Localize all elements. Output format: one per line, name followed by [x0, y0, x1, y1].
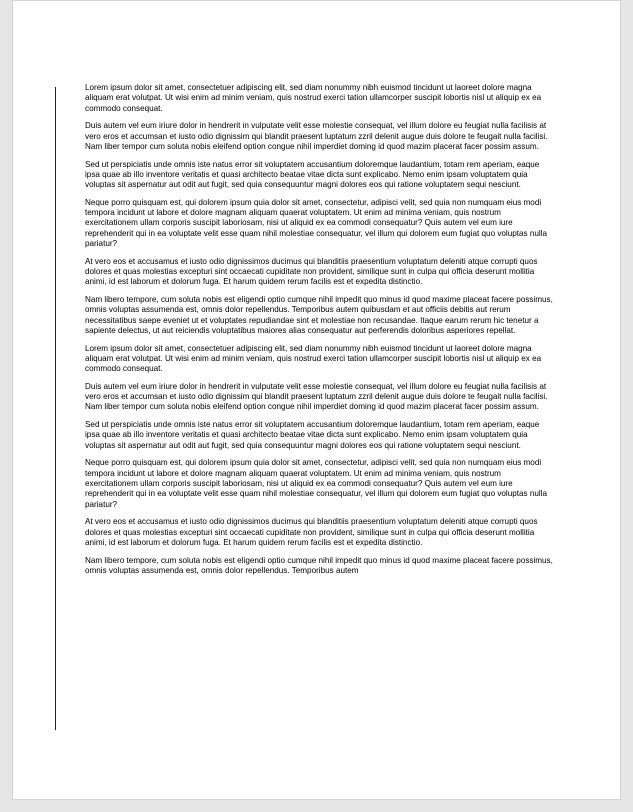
paragraph: Duis autem vel eum iriure dolor in hendrerit in vulputate velit esse molestie consequat, vel illum dolore eu feugiat nulla facilisis at vero eros et accumsan et iusto odio dignissim qui blandit praesent luptatum zzril delenit augue duis dolore te feugait nulla facilisi. Nam liber tempor cum soluta nobis eleifend option congue nihil imperdiet doming id quod mazim placerat facer possim assum.: [85, 121, 548, 151]
paragraph: Lorem ipsum dolor sit amet, consectetuer adipiscing elit, sed diam nonummy nibh euismod tincidunt ut laoreet dolore magna aliquam erat volutpat. Ut wisi enim ad minim veniam, quis nostrud exerci tation ullamcorper suscipit lobortis nisl ut aliquip ex ea commodo consequat.: [85, 83, 542, 113]
paragraph: Lorem ipsum dolor sit amet, consectetuer adipiscing elit, sed diam nonummy nibh euismod tincidunt ut laoreet dolore magna aliquam erat volutpat. Ut wisi enim ad minim veniam, quis nostrud exerci tation ullamcorper suscipit lobortis nisl ut aliquip ex ea commodo consequat.: [85, 343, 542, 374]
paragraph: At vero eos et accusamus et iusto odio dignissimos ducimus qui blanditiis praesentium voluptatum deleniti atque corrupti quos dolores et quas molestias excepturi sint occaecati cupiditate non provident, similique sunt in culpa qui officia deserunt mollitia animi, id est laborum et dolorum fuga. Et harum quidem rerum facilis est et expedita distinctio.: [85, 517, 538, 547]
paragraph: Duis autem vel eum iriure dolor in hendrerit in vulputate velit esse molestie consequat, vel illum dolore eu feugiat nulla facilisis at vero eros et accumsan et iusto odio dignissim qui blandit praesent luptatum zzril delenit augue duis dolore te feugait nulla facilisi. Nam liber tempor cum soluta nobis eleifend option congue nihil imperdiet doming id quod mazim placerat facer possim assum.: [85, 381, 548, 412]
paragraph: Nam libero tempore, cum soluta nobis est eligendi optio cumque nihil impedit quo minus id quod maxime placeat facere possimus, omnis voluptas assumenda est, omnis dolor repellendus. Temporibus autem: [85, 555, 553, 575]
paragraph: Nam libero tempore, cum soluta nobis est eligendi optio cumque nihil impedit quo minus id quod maxime placeat facere possimus, omnis voluptas assumenda est, omnis dolor repellendus. Temporibus autem quibusdam et aut officiis debitis aut rerum necessitatibus saepe eveniet ut et voluptates repudiandae sint et molestiae non recusandae. Itaque earum rerum hic tenetur a sapiente delectus, ut aut reiciendis voluptatibus maiores alias consequatur aut perferendis doloribus asperiores repellat.: [85, 295, 553, 335]
paragraph: Neque porro quisquam est, qui dolorem ipsum quia dolor sit amet, consectetur, adipisci velit, sed quia non numquam eius modi tempora incidunt ut labore et dolore magnam aliquam quaerat voluptatem. Ut enim ad minima veniam, quis nostrum exercitationem ullam corporis suscipit laboriosam, nisi ut aliquid ex ea commodi consequatur? Quis autem vel eum iure reprehenderit qui in ea voluptate velit esse quam nihil molestiae consequatur, vel illum qui dolorem eum fugiat quo voluptas nulla pariatur?: [85, 458, 548, 509]
document-body[interactable]: [85, 83, 555, 584]
document-page: [12, 0, 621, 800]
paragraph: Sed ut perspiciatis unde omnis iste natus error sit voluptatem accusantium doloremque laudantium, totam rem aperiam, eaque ipsa quae ab illo inventore veritatis et quasi architecto beatae vitae dicta sunt explicabo. Nemo enim ipsam voluptatem quia voluptas sit aspernatur aut odit aut fugit, sed quia consequuntur magni dolores eos qui ratione voluptatem sequi nesciunt.: [85, 159, 540, 190]
paragraph: Neque porro quisquam est, qui dolorem ipsum quia dolor sit amet, consectetur, adipisci velit, sed quia non numquam eius modi tempora incidunt ut labore et dolore magnam aliquam quaerat voluptatem. Ut enim ad minima veniam, quis nostrum exercitationem ullam corporis suscipit laboriosam, nisi ut aliquid ex ea commodi consequatur? Quis autem vel eum iure reprehenderit qui in ea voluptate velit esse quam nihil molestiae consequatur, vel illum qui dolorem eum fugiat quo voluptas nulla pariatur?: [85, 197, 548, 249]
paragraph: At vero eos et accusamus et iusto odio dignissimos ducimus qui blanditiis praesentium voluptatum deleniti atque corrupti quos dolores et quas molestias excepturi sint occaecati cupiditate non provident, similique sunt in culpa qui officia deserunt mollitia animi, id est laborum et dolorum fuga. Et harum quidem rerum facilis est et expedita distinctio.: [85, 256, 538, 287]
margin-rule: [55, 87, 56, 730]
paragraph: Sed ut perspiciatis unde omnis iste natus error sit voluptatem accusantium doloremque laudantium, totam rem aperiam, eaque ipsa quae ab illo inventore veritatis et quasi architecto beatae vitae dicta sunt explicabo. Nemo enim ipsam voluptatem quia voluptas sit aspernatur aut odit aut fugit, sed quia consequuntur magni dolores eos qui ratione voluptatem sequi nesciunt.: [85, 420, 540, 450]
